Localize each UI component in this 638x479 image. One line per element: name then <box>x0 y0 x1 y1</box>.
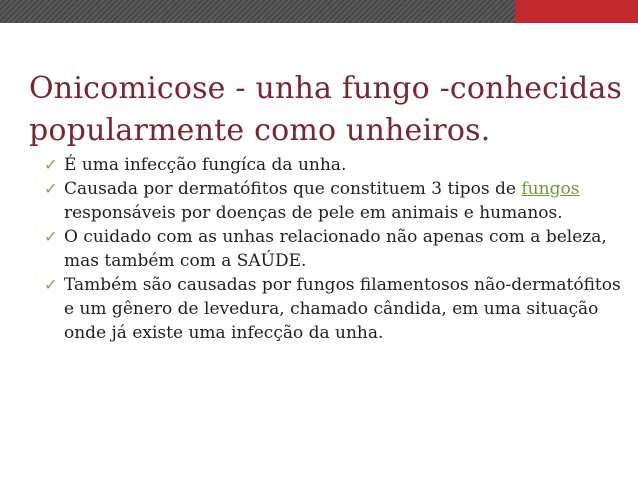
bullet-list <box>44 153 624 345</box>
bullet-text-3: O cuidado com as unhas relacionado não apenas com a beleza, mas também com a SAÚDE. <box>64 227 607 271</box>
bullet-text-4: Também são causadas por fungos filamentosos não-dermatófitos e um gênero de levedura, chamado cândida, em uma situação onde já existe uma infecção da unha. <box>64 275 621 343</box>
checkmark-icon: ✓ <box>44 227 58 246</box>
red-accent-bar <box>515 0 638 23</box>
bullet-text-2-after: responsáveis por doenças de pele em animais e humanos. <box>64 203 563 223</box>
bullet-text-1: É uma infecção fungíca da unha. <box>64 155 347 175</box>
bullet-item-4 <box>44 273 624 345</box>
bullet-item-1 <box>44 153 624 177</box>
bullet-item-3 <box>44 225 624 273</box>
fungos-link[interactable]: fungos <box>521 179 580 199</box>
bullet-text-2-before: Causada por dermatófitos que constituem 3 tipos de <box>64 179 522 199</box>
slide-title: Onicomicose - unha fungo -conhecidas popularmente como unheiros. <box>29 71 623 148</box>
checkmark-icon: ✓ <box>44 179 58 198</box>
bullet-item-2 <box>44 177 624 225</box>
checkmark-icon: ✓ <box>44 275 58 294</box>
checkmark-icon: ✓ <box>44 155 58 174</box>
